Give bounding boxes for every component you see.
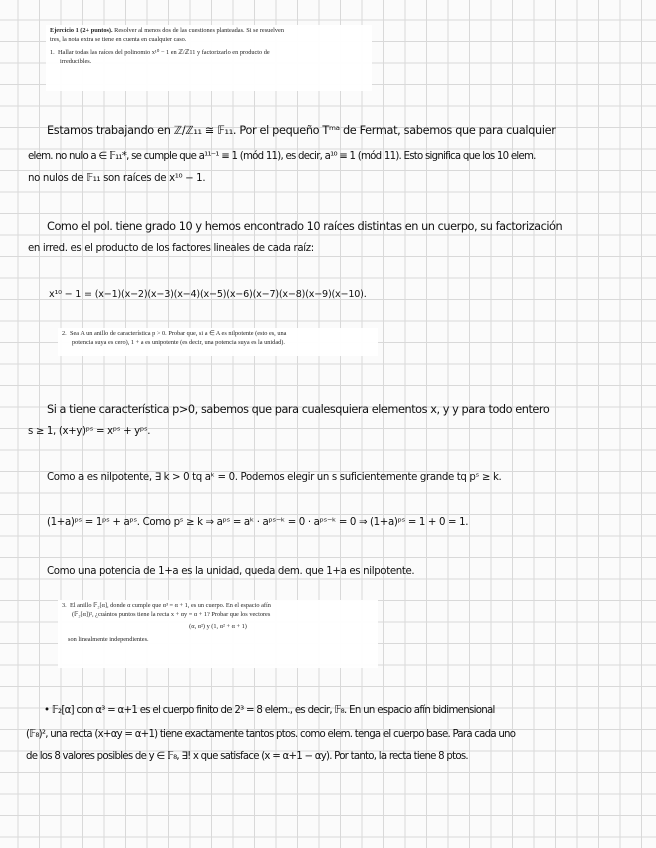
answer-1-text-2: elem. no nulo a ∈ 𝔽₁₁*, se cumple que a¹¹⁻¹ ≡ 1 (mód 11), es decir, a¹⁰ ≡ 1 (mód 11). Esto significa que los 10 elem. <box>28 151 536 162</box>
printed-question-3 <box>58 600 378 668</box>
answer-2-text-3: Como a es nilpotente, ∃ k > 0 tq aᵏ = 0. Podemos elegir un s suficientemente grande tq pˢ ≥ k. <box>47 472 502 483</box>
question-3-line-2: (𝔽₂[α])², ¿cuántos puntos tiene la recta x + αy = α + 1? Probar que los vectores <box>72 610 271 618</box>
answer-2-text-2: s ≥ 1, (x+y)ᵖˢ = xᵖˢ + yᵖˢ. <box>28 426 151 437</box>
exercise-title: Ejercicio 1 (2+ puntos). <box>50 27 113 34</box>
answer-2-text-1: Si a tiene característica p>0, sabemos que para cualesquiera elementos x, y y para todo entero <box>47 403 550 416</box>
answer-1-text-5: en irred. es el producto de los factores lineales de cada raíz: <box>28 243 314 254</box>
factorization-formula: x¹⁰ − 1 = (x−1)(x−2)(x−3)(x−4)(x−5)(x−6)(x−7)(x−8)(x−9)(x−10). <box>49 289 367 300</box>
answer-1-text-3: no nulos de 𝔽₁₁ son raíces de x¹⁰ − 1. <box>28 173 206 184</box>
question-1-line-1: Hallar todas las raíces del polinomio x¹⁰ − 1 en ℤ/ℤ11 y factorizarlo en producto de <box>58 49 270 57</box>
question-3 <box>62 602 374 619</box>
answer-3-text-3: de los 8 valores posibles de y ∈ 𝔽₈, ∃! x que satisface (x = α+1 − αy). Por tanto, la recta tiene 8 ptos. <box>26 751 468 762</box>
question-2 <box>62 330 374 347</box>
question-1-number: 1. <box>50 49 55 57</box>
exercise-instructions-1: Resolver al menos dos de las cuestiones planteadas. Si se resuelven <box>112 27 284 34</box>
answer-1-text-4: Como el pol. tiene grado 10 y hemos encontrado 10 raíces distintas en un cuerpo, su factorización <box>47 220 563 233</box>
question-3-number: 3. <box>62 602 67 609</box>
question-3-vectors: (α, α²) y (1, α² + α + 1) <box>189 623 247 631</box>
question-2-number: 2. <box>62 330 67 337</box>
printed-exercise-header <box>46 25 372 91</box>
exercise-header <box>50 27 368 44</box>
question-2-line-1: Sea A un anillo de característica p > 0. Probar que, si a ∈ A es nilpotente (esto es, una <box>70 330 287 337</box>
answer-1-text-1: Estamos trabajando en ℤ/ℤ₁₁ ≅ 𝔽₁₁. Por el pequeño Tᵐᵃ de Fermat, sabemos que para cualquier <box>47 124 556 137</box>
answer-2-text-5: Como una potencia de 1+a es la unidad, queda dem. que 1+a es nilpotente. <box>47 566 415 577</box>
question-3-line-3: son linealmente independientes. <box>68 635 149 643</box>
answer-2-text-4: (1+a)ᵖˢ = 1ᵖˢ + aᵖˢ. Como pˢ ≥ k ⇒ aᵖˢ = aᵏ · aᵖˢ⁻ᵏ = 0 · aᵖˢ⁻ᵏ = 0 ⇒ (1+a)ᵖˢ = 1 + 0 = 1. <box>47 517 469 528</box>
question-3-line-1: El anillo 𝔽₂[α], donde α cumple que α³ = α + 1, es un cuerpo. En el espacio afín <box>70 602 271 609</box>
exercise-instructions-2: tres, la nota extra se tiene en cuenta en cualquier caso. <box>50 35 187 43</box>
question-1-line-2: irreducibles. <box>60 57 92 65</box>
answer-3-text-2: (𝔽₈)², una recta (x+αy = α+1) tiene exactamente tantos ptos. como elem. tenga el cuerpo base. Para cada uno <box>26 729 516 740</box>
printed-question-2 <box>58 328 378 356</box>
question-2-line-2: potencia suya es cero), 1 + a es unipotente (es decir, una potencia suya es la unidad). <box>72 338 285 346</box>
question-1 <box>50 49 368 66</box>
answer-3-text-1: • 𝔽₂[α] con α³ = α+1 es el cuerpo finito de 2³ = 8 elem., es decir, 𝔽₈. En un espacio afín bidimensional <box>44 705 495 716</box>
